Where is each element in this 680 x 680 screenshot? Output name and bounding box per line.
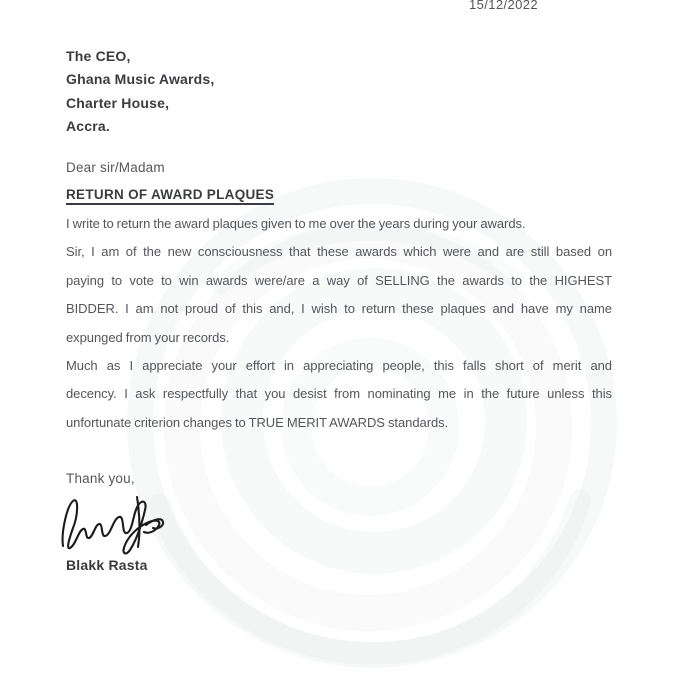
closing-phrase: Thank you,	[66, 471, 135, 486]
recipient-address	[66, 45, 215, 138]
body-line: I write to return the award plaques given to me over the years during your awards.	[66, 216, 526, 231]
body-line: BIDDER. I am not proud of this and, I wish to return these plaques and have my name	[66, 301, 612, 317]
body-line: Sir, I am of the new consciousness that these awards which were and are still based on	[66, 244, 612, 260]
body-line: paying to vote to win awards were/are a way of SELLING the awards to the HIGHEST	[66, 272, 612, 288]
recipient-line: Ghana Music Awards,	[66, 71, 215, 88]
signatory-name: Blakk Rasta	[66, 557, 148, 573]
letter-body	[66, 210, 612, 437]
subject-heading	[66, 187, 274, 205]
body-line: expunged from your records.	[66, 329, 230, 345]
body-line: decency. I ask respectfully that you desist from nominating me in the future unless this	[66, 386, 612, 402]
salutation: Dear sir/Madam	[66, 160, 165, 175]
body-line: unfortunate criterion changes to TRUE MERIT AWARDS standards.	[66, 414, 449, 430]
recipient-line: Charter House,	[66, 94, 170, 111]
handwritten-signature	[58, 490, 168, 558]
body-line: Much as I appreciate your effort in appreciating people, this falls short of merit and	[66, 358, 612, 374]
recipient-line: Accra.	[66, 117, 111, 134]
recipient-line: The CEO,	[66, 48, 131, 64]
subject-heading-text: RETURN OF AWARD PLAQUES	[66, 187, 274, 205]
letter-date: 15/12/2022	[469, 0, 539, 12]
